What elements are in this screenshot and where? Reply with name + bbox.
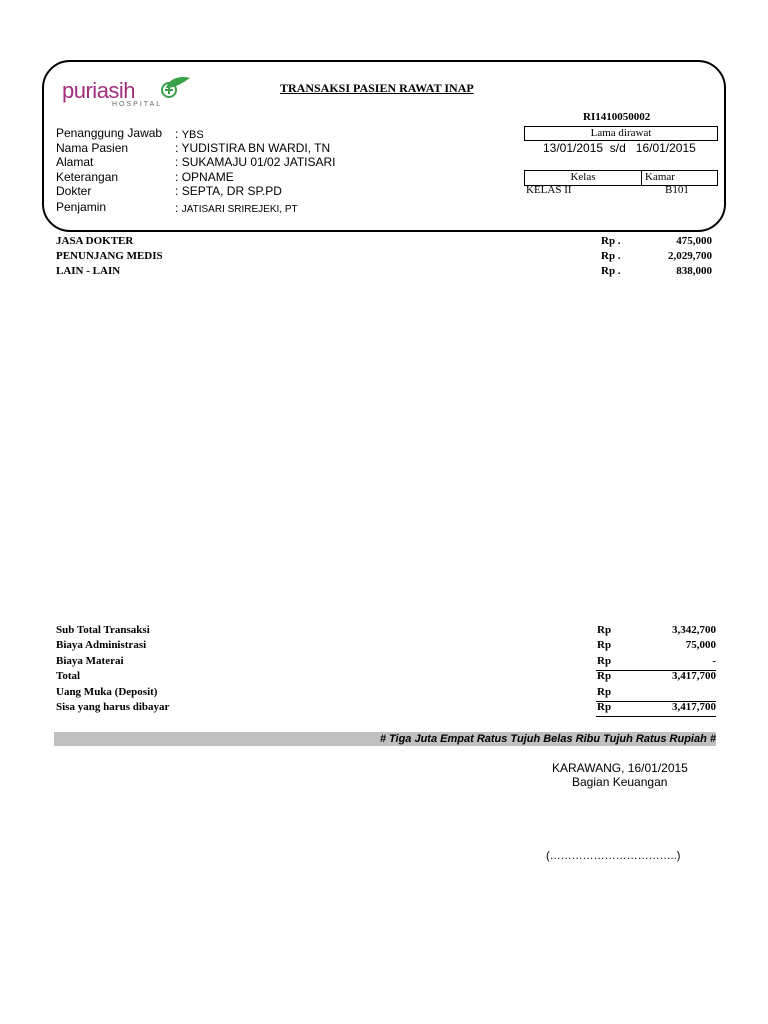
label-alamat: Alamat [56, 155, 94, 169]
document-title: TRANSAKSI PASIEN RAWAT INAP [280, 81, 474, 95]
charge-currency: Rp . [601, 250, 621, 262]
penjamin-text: JATISARI SRIREJEKI, PT [181, 204, 298, 215]
summary-amount: 3,417,700 [672, 670, 716, 682]
kamar-value: B101 [665, 184, 689, 196]
stay-dates [543, 141, 696, 155]
stay-duration-label: Lama dirawat [524, 126, 718, 141]
leaf-plus-icon [160, 74, 192, 98]
amount-in-words-bar [54, 732, 716, 746]
charge-amount: 475,000 [676, 235, 712, 247]
label-penjamin: Penjamin [56, 200, 107, 214]
logo-subtitle: HOSPITAL [112, 101, 163, 108]
summary-currency: Rp [597, 670, 612, 682]
department: Bagian Keuangan [572, 775, 668, 789]
value-alamat [175, 155, 336, 169]
separator: : [175, 155, 179, 169]
final-divider [596, 716, 716, 717]
value-keterangan [175, 170, 234, 184]
label-keterangan: Keterangan [56, 170, 119, 184]
kelas-header: Kelas [525, 171, 642, 185]
separator: : [175, 141, 179, 155]
summary-currency: Rp [597, 624, 612, 636]
stay-sep: s/d [609, 141, 626, 155]
summary-currency: Rp [597, 655, 612, 667]
summary-currency: Rp [597, 639, 612, 651]
transaction-number: RI1410050002 [583, 111, 651, 123]
penanggung-jawab-text: YBS [181, 129, 204, 141]
alamat-text: SUKAMAJU 01/02 JATISARI [181, 155, 336, 169]
summary-currency: Rp [597, 701, 612, 713]
logo-text-part2: asih [96, 78, 136, 103]
summary-amount: 3,342,700 [672, 624, 716, 636]
charge-currency: Rp . [601, 265, 621, 277]
separator: : [175, 170, 179, 184]
label-nama-pasien: Nama Pasien [56, 141, 129, 155]
value-nama-pasien [175, 141, 330, 155]
kamar-header: Kamar [645, 171, 675, 183]
summary-amount: 75,000 [685, 639, 716, 651]
summary-label: Sub Total Transaksi [56, 624, 150, 636]
charge-name: JASA DOKTER [56, 235, 134, 247]
kelas-value: KELAS II [526, 184, 572, 196]
charge-currency: Rp . [601, 235, 621, 247]
amount-in-words: # Tiga Juta Empat Ratus Tujuh Belas Ribu Tujuh Ratus Rupiah # [379, 733, 716, 745]
summary-label: Total [56, 670, 81, 682]
separator: : [175, 184, 179, 198]
label-penanggung-jawab: Penanggung Jawab [56, 126, 163, 140]
logo-text-part1: puri [62, 78, 97, 103]
summary-amount: - [712, 655, 716, 667]
hospital-logo [62, 74, 192, 114]
summary-label: Biaya Administrasi [56, 639, 147, 651]
label-dokter: Dokter [56, 184, 92, 198]
value-dokter [175, 184, 282, 198]
separator: : [175, 127, 179, 141]
summary-label: Biaya Materai [56, 655, 124, 667]
separator: : [175, 201, 179, 215]
summary-label: Uang Muka (Deposit) [56, 686, 158, 698]
charge-amount: 2,029,700 [668, 250, 712, 262]
value-penanggung-jawab [175, 127, 204, 141]
summary-currency: Rp [597, 686, 612, 698]
value-penjamin [175, 201, 298, 215]
nama-pasien-text: YUDISTIRA BN WARDI, TN [181, 141, 331, 155]
charge-name: LAIN - LAIN [56, 265, 121, 277]
keterangan-text: OPNAME [181, 170, 234, 184]
stay-end: 16/01/2015 [635, 141, 696, 155]
summary-label: Sisa yang harus dibayar [56, 701, 170, 713]
place-date: KARAWANG, 16/01/2015 [552, 761, 688, 775]
charge-name: PENUNJANG MEDIS [56, 250, 163, 262]
dokter-text: SEPTA, DR SP.PD [181, 184, 282, 198]
stay-start: 13/01/2015 [543, 141, 604, 155]
charge-amount: 838,000 [676, 265, 712, 277]
signature-line: (……………………………..) [546, 850, 681, 862]
summary-amount: 3,417,700 [672, 701, 716, 713]
